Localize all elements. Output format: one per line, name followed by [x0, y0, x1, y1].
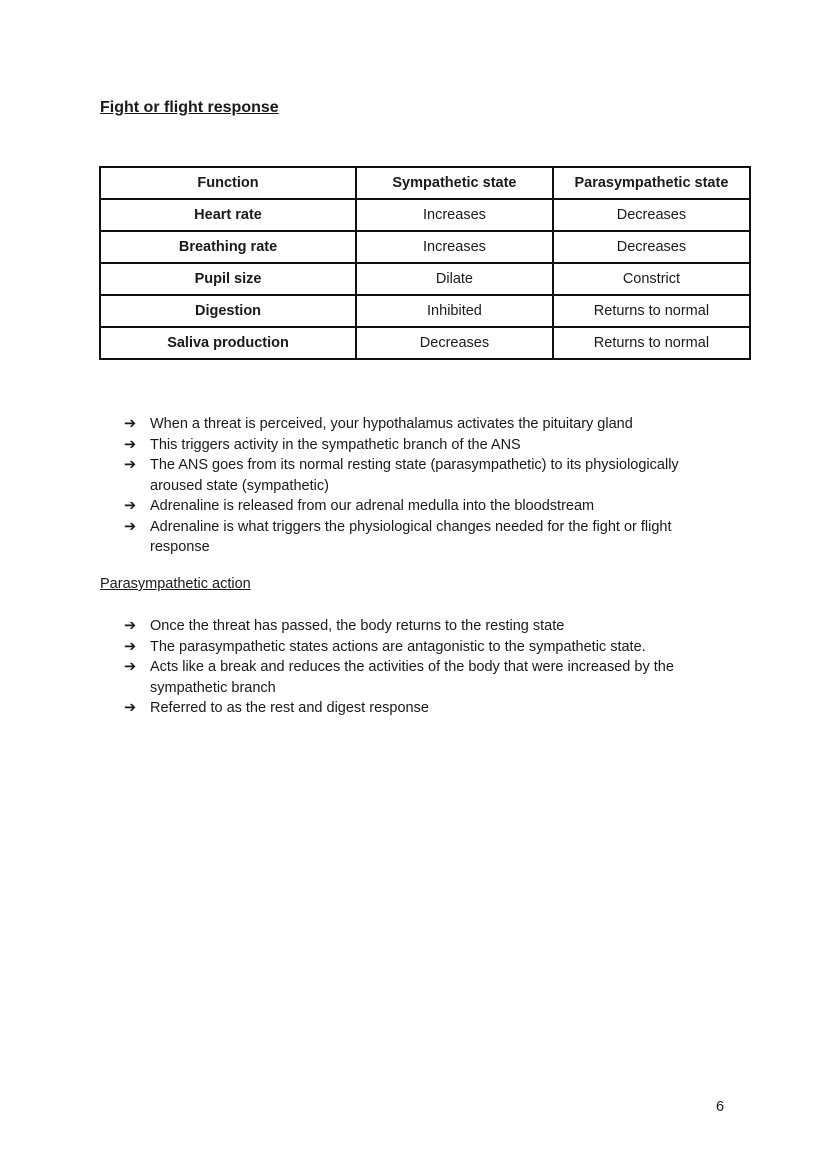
table-row	[100, 263, 750, 295]
list-item	[124, 517, 724, 558]
list-item-text: Adrenaline is released from our adrenal medulla into the bloodstream	[150, 498, 595, 514]
row-function-cell: Pupil size	[100, 263, 356, 295]
row-function-cell: Saliva production	[100, 327, 356, 359]
comparison-table	[99, 166, 751, 360]
list-item-text: This triggers activity in the sympathetic branch of the ANS	[150, 436, 521, 453]
column-header-sympathetic: Sympathetic state	[356, 167, 553, 199]
column-header-function: Function	[100, 167, 356, 199]
list-item	[124, 657, 724, 698]
arrow-right-icon: ➔	[124, 618, 137, 634]
list-item	[124, 698, 724, 719]
arrow-right-icon: ➔	[124, 498, 137, 514]
list-item-text: Acts like a break and reduces the activities of the body that were increased by the sympathetic branch	[150, 659, 674, 696]
row-function-cell: Breathing rate	[100, 231, 356, 263]
list-item-text: Adrenaline is what triggers the physiological changes needed for the fight or flight response	[150, 518, 672, 555]
parasympathetic-cell: Constrict	[553, 263, 750, 295]
list-item	[124, 455, 724, 496]
sympathetic-cell: Increases	[356, 199, 553, 231]
list-item-text: Once the threat has passed, the body returns to the resting state	[150, 618, 565, 634]
row-function-cell: Digestion	[100, 295, 356, 327]
list-item	[124, 435, 724, 456]
page-number: 6	[716, 1099, 725, 1115]
table-row	[100, 199, 750, 231]
table-header-row	[100, 167, 750, 199]
table-row	[100, 231, 750, 263]
list-item	[124, 496, 724, 517]
table-row	[100, 295, 750, 327]
sympathetic-cell: Decreases	[356, 327, 553, 359]
list-item-text: The ANS goes from its normal resting state (parasympathetic) to its physiologically aroused state (sympathetic)	[150, 457, 679, 494]
column-header-parasympathetic: Parasympathetic state	[553, 167, 750, 199]
parasympathetic-bullet-list	[124, 616, 724, 719]
table-row	[100, 327, 750, 359]
parasympathetic-cell: Decreases	[553, 231, 750, 263]
parasympathetic-cell: Returns to normal	[553, 327, 750, 359]
sympathetic-cell: Increases	[356, 231, 553, 263]
sympathetic-cell: Inhibited	[356, 295, 553, 327]
arrow-right-icon: ➔	[124, 638, 137, 655]
list-item	[124, 616, 724, 637]
arrow-right-icon: ➔	[124, 457, 137, 473]
list-item-text: When a threat is perceived, your hypothalamus activates the pituitary gland	[150, 416, 633, 432]
arrow-right-icon: ➔	[124, 659, 137, 675]
list-item	[124, 637, 724, 658]
parasympathetic-cell: Returns to normal	[553, 295, 750, 327]
parasympathetic-cell: Decreases	[553, 199, 750, 231]
list-item-text: Referred to as the rest and digest response	[150, 700, 429, 716]
arrow-right-icon: ➔	[124, 436, 137, 453]
sympathetic-cell: Dilate	[356, 263, 553, 295]
section-subheading: Parasympathetic action	[100, 576, 251, 592]
page-title: Fight or flight response	[100, 99, 279, 116]
row-function-cell: Heart rate	[100, 199, 356, 231]
arrow-right-icon: ➔	[124, 518, 137, 535]
arrow-right-icon: ➔	[124, 700, 137, 716]
list-item	[124, 414, 724, 435]
fight-flight-bullet-list	[124, 414, 724, 558]
arrow-right-icon: ➔	[124, 416, 137, 432]
list-item-text: The parasympathetic states actions are antagonistic to the sympathetic state.	[150, 638, 646, 655]
